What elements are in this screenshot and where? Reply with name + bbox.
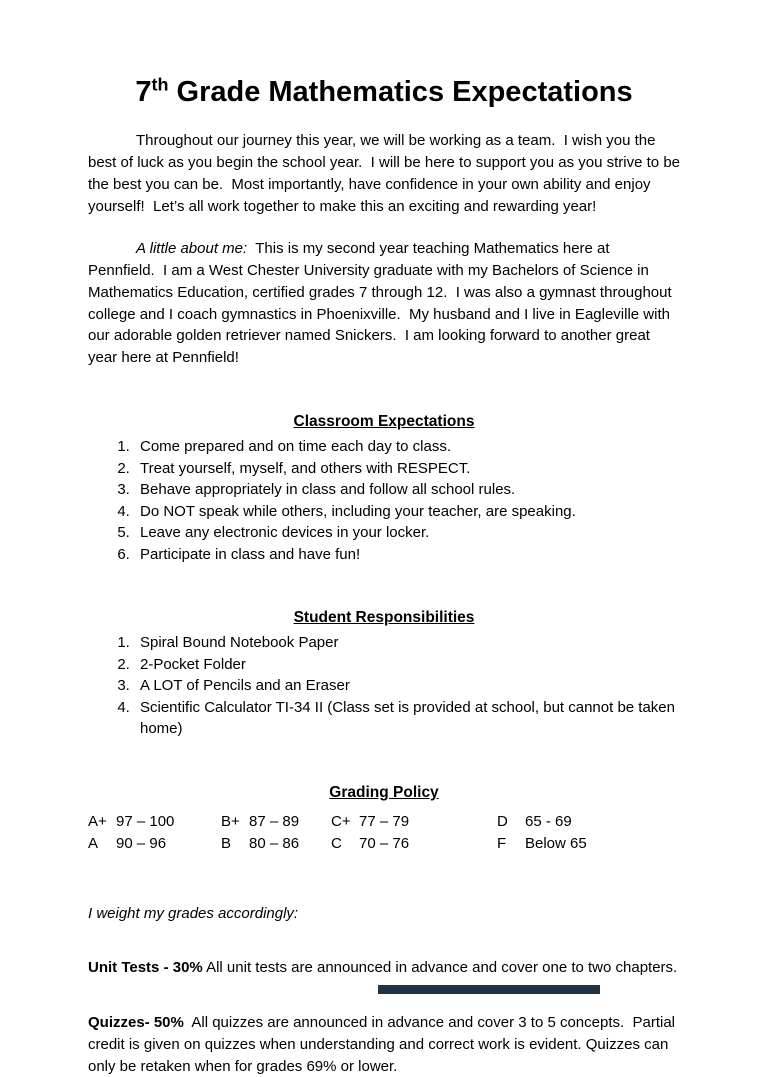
list-item: 3. Behave appropriately in class and follow all school rules. (134, 479, 680, 500)
student-responsibilities-heading: Student Responsibilities (293, 608, 475, 626)
grade-letter: B+ (221, 813, 240, 831)
grade-cell (331, 811, 497, 833)
grade-cell (221, 833, 331, 855)
list-item: 6. Participate in class and have fun! (134, 544, 680, 565)
list-item: 2. 2-Pocket Folder (134, 654, 680, 675)
grade-letter: C (331, 834, 342, 852)
about-me-body: This is my second year teaching Mathematics here at Pennfield. I am a West Chester University graduate with my Bachelors of Science in Mathematics Education, certified grades 7 through 12. I was also a gymnast throughout college and I coach gymnastics in Phoenixville. My husband and I live in Eagleville with our adorable golden retriever named Snickers. I am looking forward to another great year here at Pennfield! (88, 240, 676, 367)
grade-range: 77 – 79 (359, 813, 410, 831)
page-title-number: 7 (135, 76, 152, 108)
grade-letter: C+ (331, 813, 351, 831)
page-title-rest: Grade Mathematics Expectations (168, 76, 633, 108)
grade-range: 90 – 96 (116, 834, 167, 852)
list-item: 4. Do NOT speak while others, including your teacher, are speaking. (134, 501, 680, 522)
list-item: 5. Leave any electronic devices in your locker. (134, 522, 680, 543)
quizzes-text: All quizzes are announced in advance and cover 3 to 5 concepts. Partial credit is given on quizzes when understanding and correct work is evident. Quizzes can only be retaken when for grades 69% or lower. (88, 1014, 680, 1075)
intro-paragraph-2 (88, 238, 680, 369)
page-title (88, 76, 680, 109)
list-item: 1. Come prepared and on time each day to class. (134, 436, 680, 457)
grade-cell (88, 833, 221, 855)
grade-letter: A (88, 834, 99, 852)
next-page-edge (378, 985, 600, 994)
grade-letter: B (221, 834, 232, 852)
classroom-expectations-list (88, 436, 680, 565)
grading-policy-heading: Grading Policy (329, 783, 439, 801)
quizzes-paragraph (88, 1012, 680, 1077)
list-item: 4. Scientific Calculator TI-34 II (Class set is provided at school, but cannot be taken home) (134, 697, 680, 740)
quizzes-label: Quizzes- 50% (88, 1014, 184, 1032)
grade-range: 87 – 89 (249, 813, 300, 831)
student-responsibilities-list (88, 632, 680, 739)
grade-range: 97 – 100 (116, 813, 175, 831)
list-item: 1. Spiral Bound Notebook Paper (134, 632, 680, 653)
weights-intro: I weight my grades accordingly: (88, 904, 299, 922)
grade-letter: A+ (88, 813, 107, 831)
grade-cell (331, 833, 497, 855)
grade-cell (221, 811, 331, 833)
grade-cell (88, 811, 221, 833)
grade-range: Below 65 (525, 834, 587, 852)
page-title-ordinal: th (151, 74, 169, 95)
grade-range: 70 – 76 (359, 834, 410, 852)
intro-paragraph-1: Throughout our journey this year, we will be working as a team. I wish you the best of luck as you begin the school year. I will be here to support you as you strive to be the best you can be. Most importantly, have confidence in your own ability and enjoy yourself! Let’s all work together to make this an exciting and rewarding year! (88, 132, 685, 215)
list-item: 3. A LOT of Pencils and an Eraser (134, 675, 680, 696)
classroom-expectations-heading: Classroom Expectations (293, 412, 475, 430)
list-item: 2. Treat yourself, myself, and others with RESPECT. (134, 458, 680, 479)
grading-table (88, 811, 680, 855)
grade-cell (497, 833, 680, 855)
grade-cell (497, 811, 680, 833)
grade-range: 65 - 69 (525, 813, 572, 831)
unit-tests-label: Unit Tests - 30% (88, 959, 203, 977)
grade-range: 80 – 86 (249, 834, 300, 852)
about-me-lead: A little about me: (136, 240, 248, 258)
unit-tests-paragraph (88, 957, 680, 979)
grade-letter: F (497, 834, 507, 852)
unit-tests-text: All unit tests are announced in advance and cover one to two chapters. (202, 959, 678, 977)
grade-letter: D (497, 813, 508, 831)
